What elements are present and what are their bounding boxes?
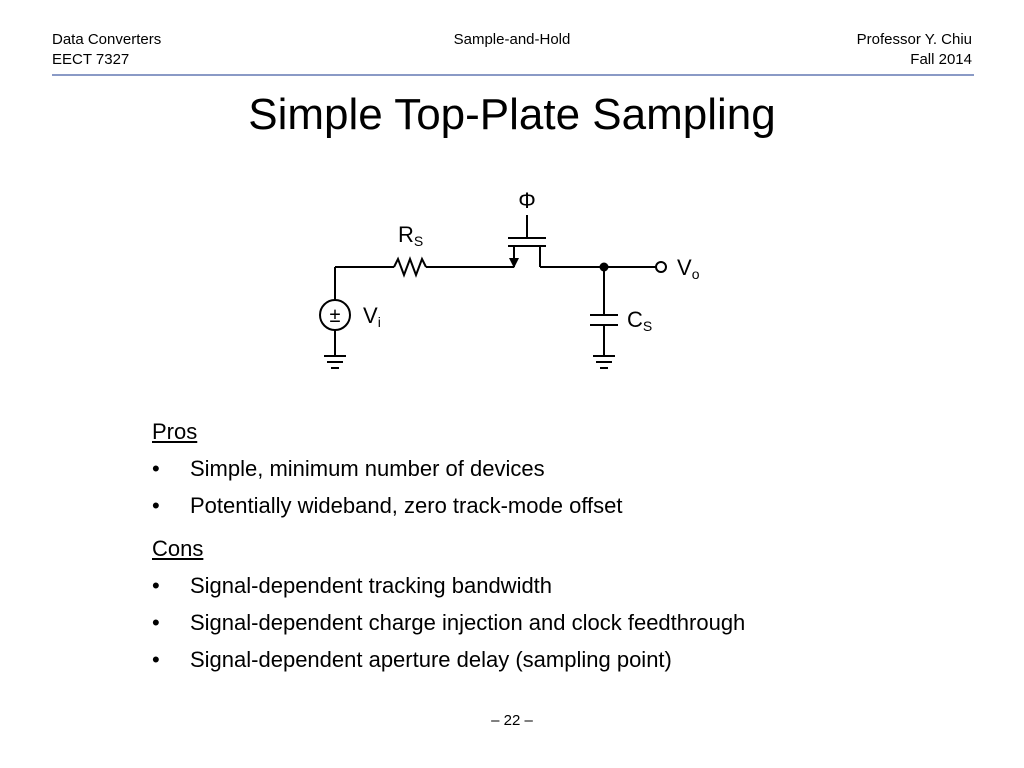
bullet-icon: • — [152, 493, 160, 518]
junction-dot — [600, 263, 609, 272]
page-number: – 22 – — [491, 712, 533, 729]
slide-title: Simple Top-Plate Sampling — [248, 90, 776, 139]
rs-label: R — [398, 222, 414, 247]
list-item — [152, 455, 623, 483]
svg-text:Vo — [677, 255, 700, 282]
cons-heading: Cons — [152, 536, 204, 561]
list-item — [152, 609, 745, 637]
bullet-icon: • — [152, 647, 160, 672]
ground-right-icon — [593, 356, 615, 368]
list-item-text: Signal-dependent tracking bandwidth — [190, 573, 553, 598]
rs-subscript: S — [413, 233, 424, 249]
lecture-topic: Sample-and-Hold — [453, 31, 571, 48]
pros-section — [152, 418, 623, 520]
list-item-text: Potentially wideband, zero track-mode offset — [190, 493, 623, 518]
cons-section — [152, 535, 745, 674]
bullet-icon: • — [152, 456, 160, 481]
vo-subscript: o — [691, 266, 700, 282]
list-item-text: Simple, minimum number of devices — [190, 456, 545, 481]
course-code: EECT 7327 — [52, 51, 130, 68]
vi-subscript: i — [377, 314, 381, 330]
clock-label: Φ — [518, 188, 536, 213]
source-sign: ± — [329, 305, 341, 327]
list-item-text: Signal-dependent charge injection and clock feedthrough — [190, 610, 746, 635]
list-item — [152, 572, 745, 600]
cs-label: C — [627, 307, 643, 332]
output-terminal — [656, 262, 666, 272]
course-name: Data Converters — [52, 31, 162, 48]
ground-left-icon — [324, 356, 346, 368]
bullet-icon: • — [152, 573, 160, 598]
vo-label: V — [677, 255, 692, 280]
svg-text:Vi — [363, 303, 381, 330]
term: Fall 2014 — [910, 51, 972, 68]
bullet-icon: • — [152, 610, 160, 635]
list-item — [152, 492, 623, 520]
list-item-text: Signal-dependent aperture delay (sampling point) — [190, 647, 672, 672]
svg-text:RS — [398, 222, 423, 249]
svg-text:CS — [627, 307, 652, 334]
pros-heading: Pros — [152, 419, 198, 444]
vi-label: V — [363, 303, 378, 328]
resistor-rs — [394, 259, 426, 275]
professor-name: Professor Y. Chiu — [856, 31, 972, 48]
list-item — [152, 646, 745, 674]
cs-subscript: S — [642, 318, 653, 334]
